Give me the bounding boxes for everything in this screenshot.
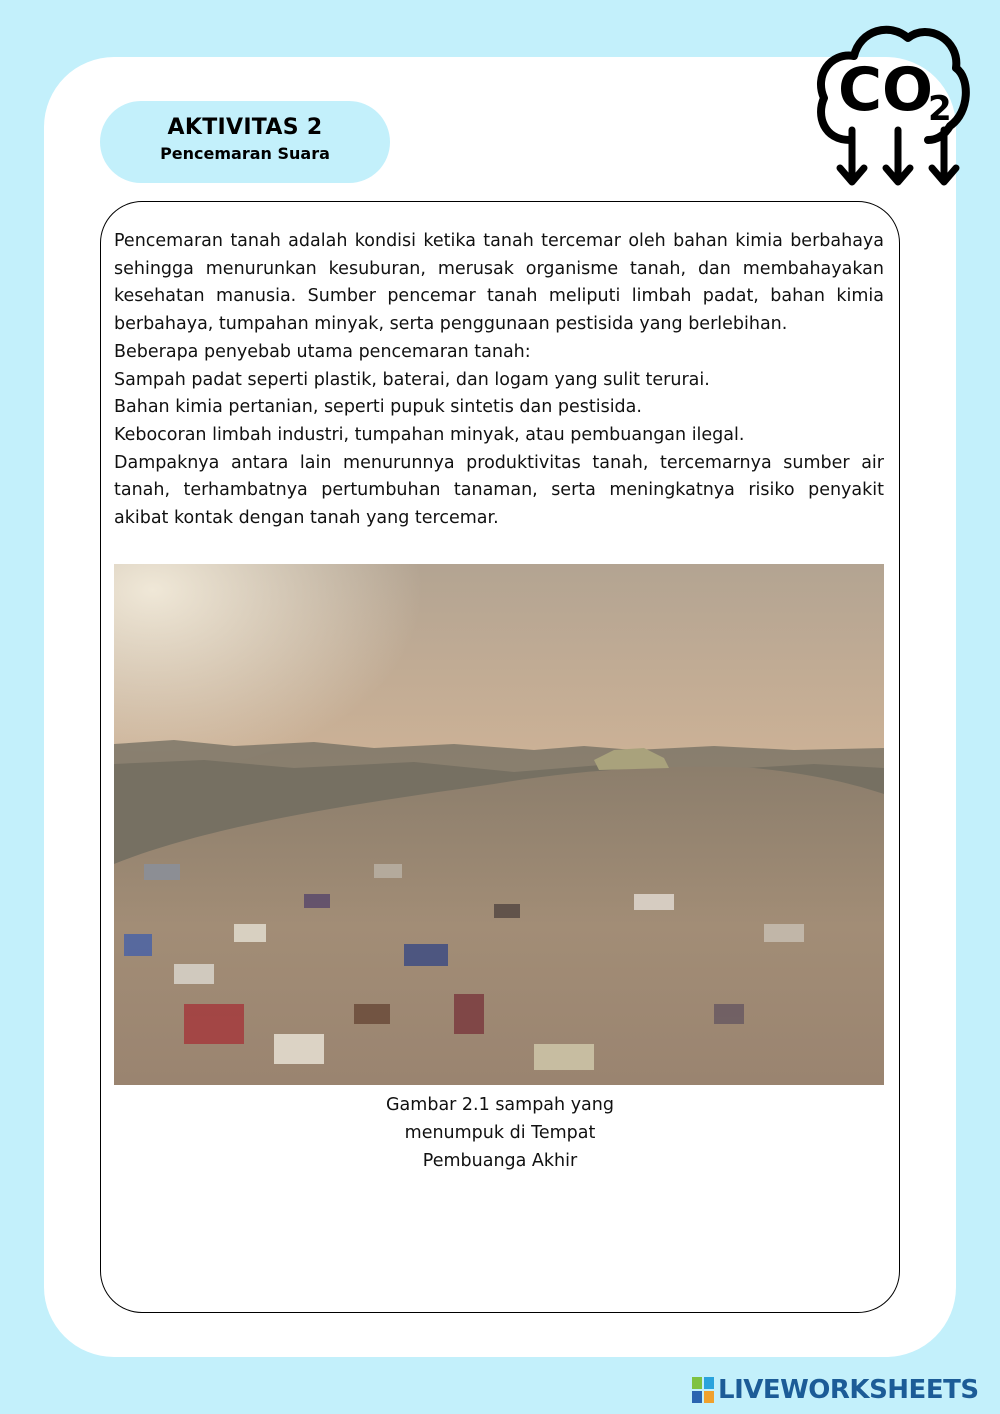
figure-caption	[330, 1091, 670, 1175]
activity-title-badge	[100, 101, 390, 183]
caption-line: Pembuanga Akhir	[422, 1151, 578, 1171]
brand-name: LIVEWORKSHEETS	[718, 1375, 979, 1405]
cause-item: Kebocoran limbah industri, tumpahan minyak, atau pembuangan ilegal.	[114, 424, 745, 445]
cause-item: Sampah padat seperti plastik, baterai, dan logam yang sulit terurai.	[114, 369, 710, 390]
co2-label: CO	[838, 55, 934, 125]
body-text	[114, 228, 884, 533]
impact-paragraph: Dampaknya antara lain menurunnya produktivitas tanah, tercemarnya sumber air tanah, terhambatnya pertumbuhan tanaman, serta meningkatnya risiko penyakit akibat kontak dengan tanah yang tercemar.	[114, 452, 884, 529]
landfill-photo	[114, 564, 884, 1085]
co2-subscript: 2	[928, 89, 952, 129]
causes-heading: Beberapa penyebab utama pencemaran tanah:	[114, 341, 531, 362]
caption-line: Gambar 2.1 sampah yang	[386, 1095, 614, 1115]
liveworksheets-brand[interactable]	[692, 1374, 979, 1406]
cause-item: Bahan kimia pertanian, seperti pupuk sintetis dan pestisida.	[114, 397, 642, 418]
caption-line: menumpuk di Tempat	[404, 1123, 596, 1143]
activity-subtitle: Pencemaran Suara	[160, 144, 330, 163]
co2-cloud-icon	[810, 12, 970, 192]
activity-title: AKTIVITAS 2	[167, 115, 323, 140]
intro-paragraph: Pencemaran tanah adalah kondisi ketika tanah tercemar oleh bahan kimia berbahaya sehingga menurunkan kesuburan, merusak organisme tanah, dan membahayakan kesehatan manusia. Sumber pencemar tanah meliputi limbah padat, bahan kimia berbahaya, tumpahan minyak, serta penggunaan pestisida yang berlebihan.	[114, 231, 884, 335]
liveworksheets-logo-icon	[692, 1377, 714, 1403]
